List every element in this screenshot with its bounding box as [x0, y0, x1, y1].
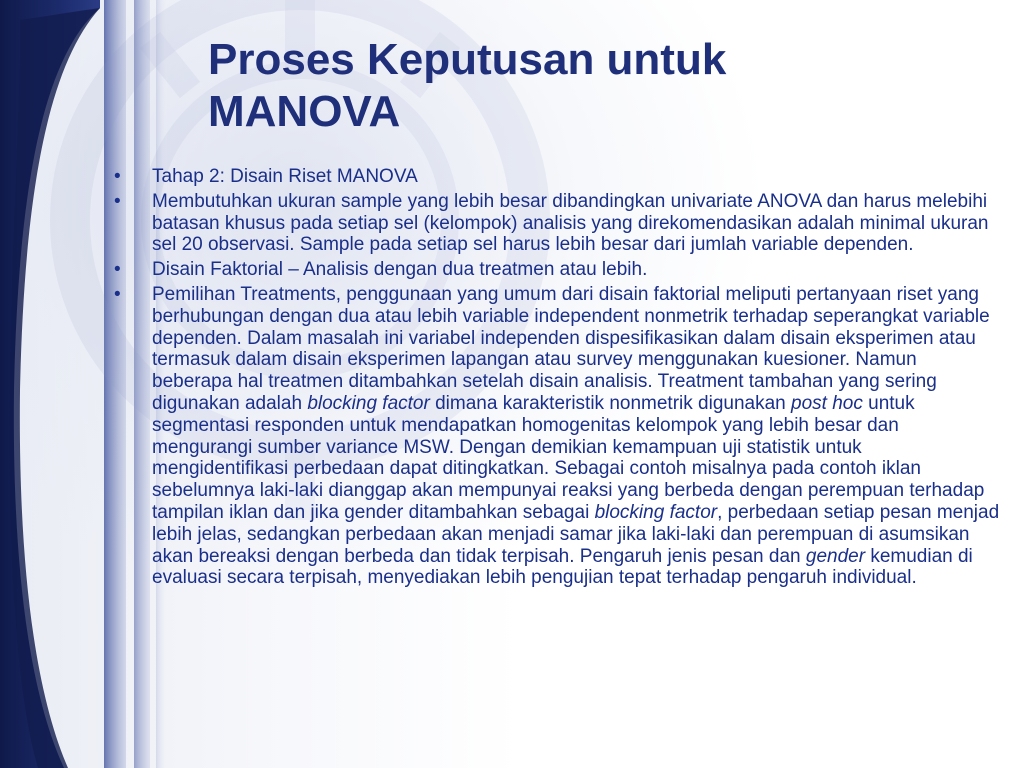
bullet-item-4 — [114, 283, 1002, 589]
italic-term: gender — [805, 545, 866, 567]
bullet-icon: • — [114, 166, 121, 187]
bullet-item-3 — [114, 259, 1002, 281]
bullet-list — [114, 166, 1002, 592]
bullet-text: Pemilihan Treatments, penggunaan yang umum dari disain faktorial meliputi pertanyaan riset yang berhubungan dengan dua atau lebih variable independent nonmetrik terhadap seperangkat variable dependen. Dalam masalah ini variabel independen dispesifikasikan dalam disain eksperimen atau termasuk dalam disain eksperimen lapangan atau survey menggunakan kuesioner. Namun beberapa hal treatmen ditambahkan setelah disain analisis. Treatment tambahan yang sering digunakan adalah — [152, 283, 990, 414]
bullet-icon: • — [114, 283, 121, 305]
bullet-text: , perbedaan setiap pesan menjad lebih jelas, sedangkan perbedaan akan menjadi samar jika laki-laki dan perempuan di asumsikan akan bereaksi dengan berbeda dan tidak terpisah. Pengaruh jenis pesan dan — [152, 501, 1000, 567]
bullet-text: untuk segmentasi responden untuk mendapatkan homogenitas kelompok yang lebih besar dan mengurangi sumber variance MSW. Dengan demikian kemampuan uji statistik untuk mengidentifikasi perbedaan dapat ditingkatkan. Sebagai contoh misalnya pada contoh iklan sebelumnya laki-laki dianggap akan mempunyai reaksi yang berbeda dengan perempuan terhadap tampilan iklan dan jika gender ditambahkan sebagai — [152, 392, 985, 523]
bullet-text: Disain Faktorial – Analisis dengan dua treatmen atau lebih. — [152, 259, 648, 281]
title-line-2: MANOVA — [208, 87, 401, 136]
bullet-text: kemudian di evaluasi secara terpisah, menyediakan lebih pengujian tepat terhadap pengaruh individual. — [152, 545, 973, 589]
bullet-text: Tahap 2: Disain Riset MANOVA — [152, 166, 418, 187]
bullet-icon: • — [114, 190, 121, 212]
bullet-item-2 — [114, 190, 1002, 256]
italic-term: post hoc — [791, 392, 863, 414]
title-line-1: Proses Keputusan untuk — [208, 35, 727, 84]
bullet-text: dimana karakteristik nonmetrik digunakan — [429, 392, 792, 414]
bullet-item-1 — [114, 166, 1002, 188]
italic-term: blocking factor — [307, 392, 430, 414]
italic-term: blocking factor — [594, 501, 718, 523]
bullet-icon: • — [114, 259, 121, 281]
bullet-text: Membutuhkan ukuran sample yang lebih besar dibandingkan univariate ANOVA dan harus melebihi batasan khusus pada setiap sel (kelompok) analisis yang direkomendasikan adalah minimal ukuran sel 20 observasi. Sample pada setiap sel harus lebih besar dari jumlah variable dependen. — [152, 190, 989, 256]
slide-title — [208, 34, 968, 138]
